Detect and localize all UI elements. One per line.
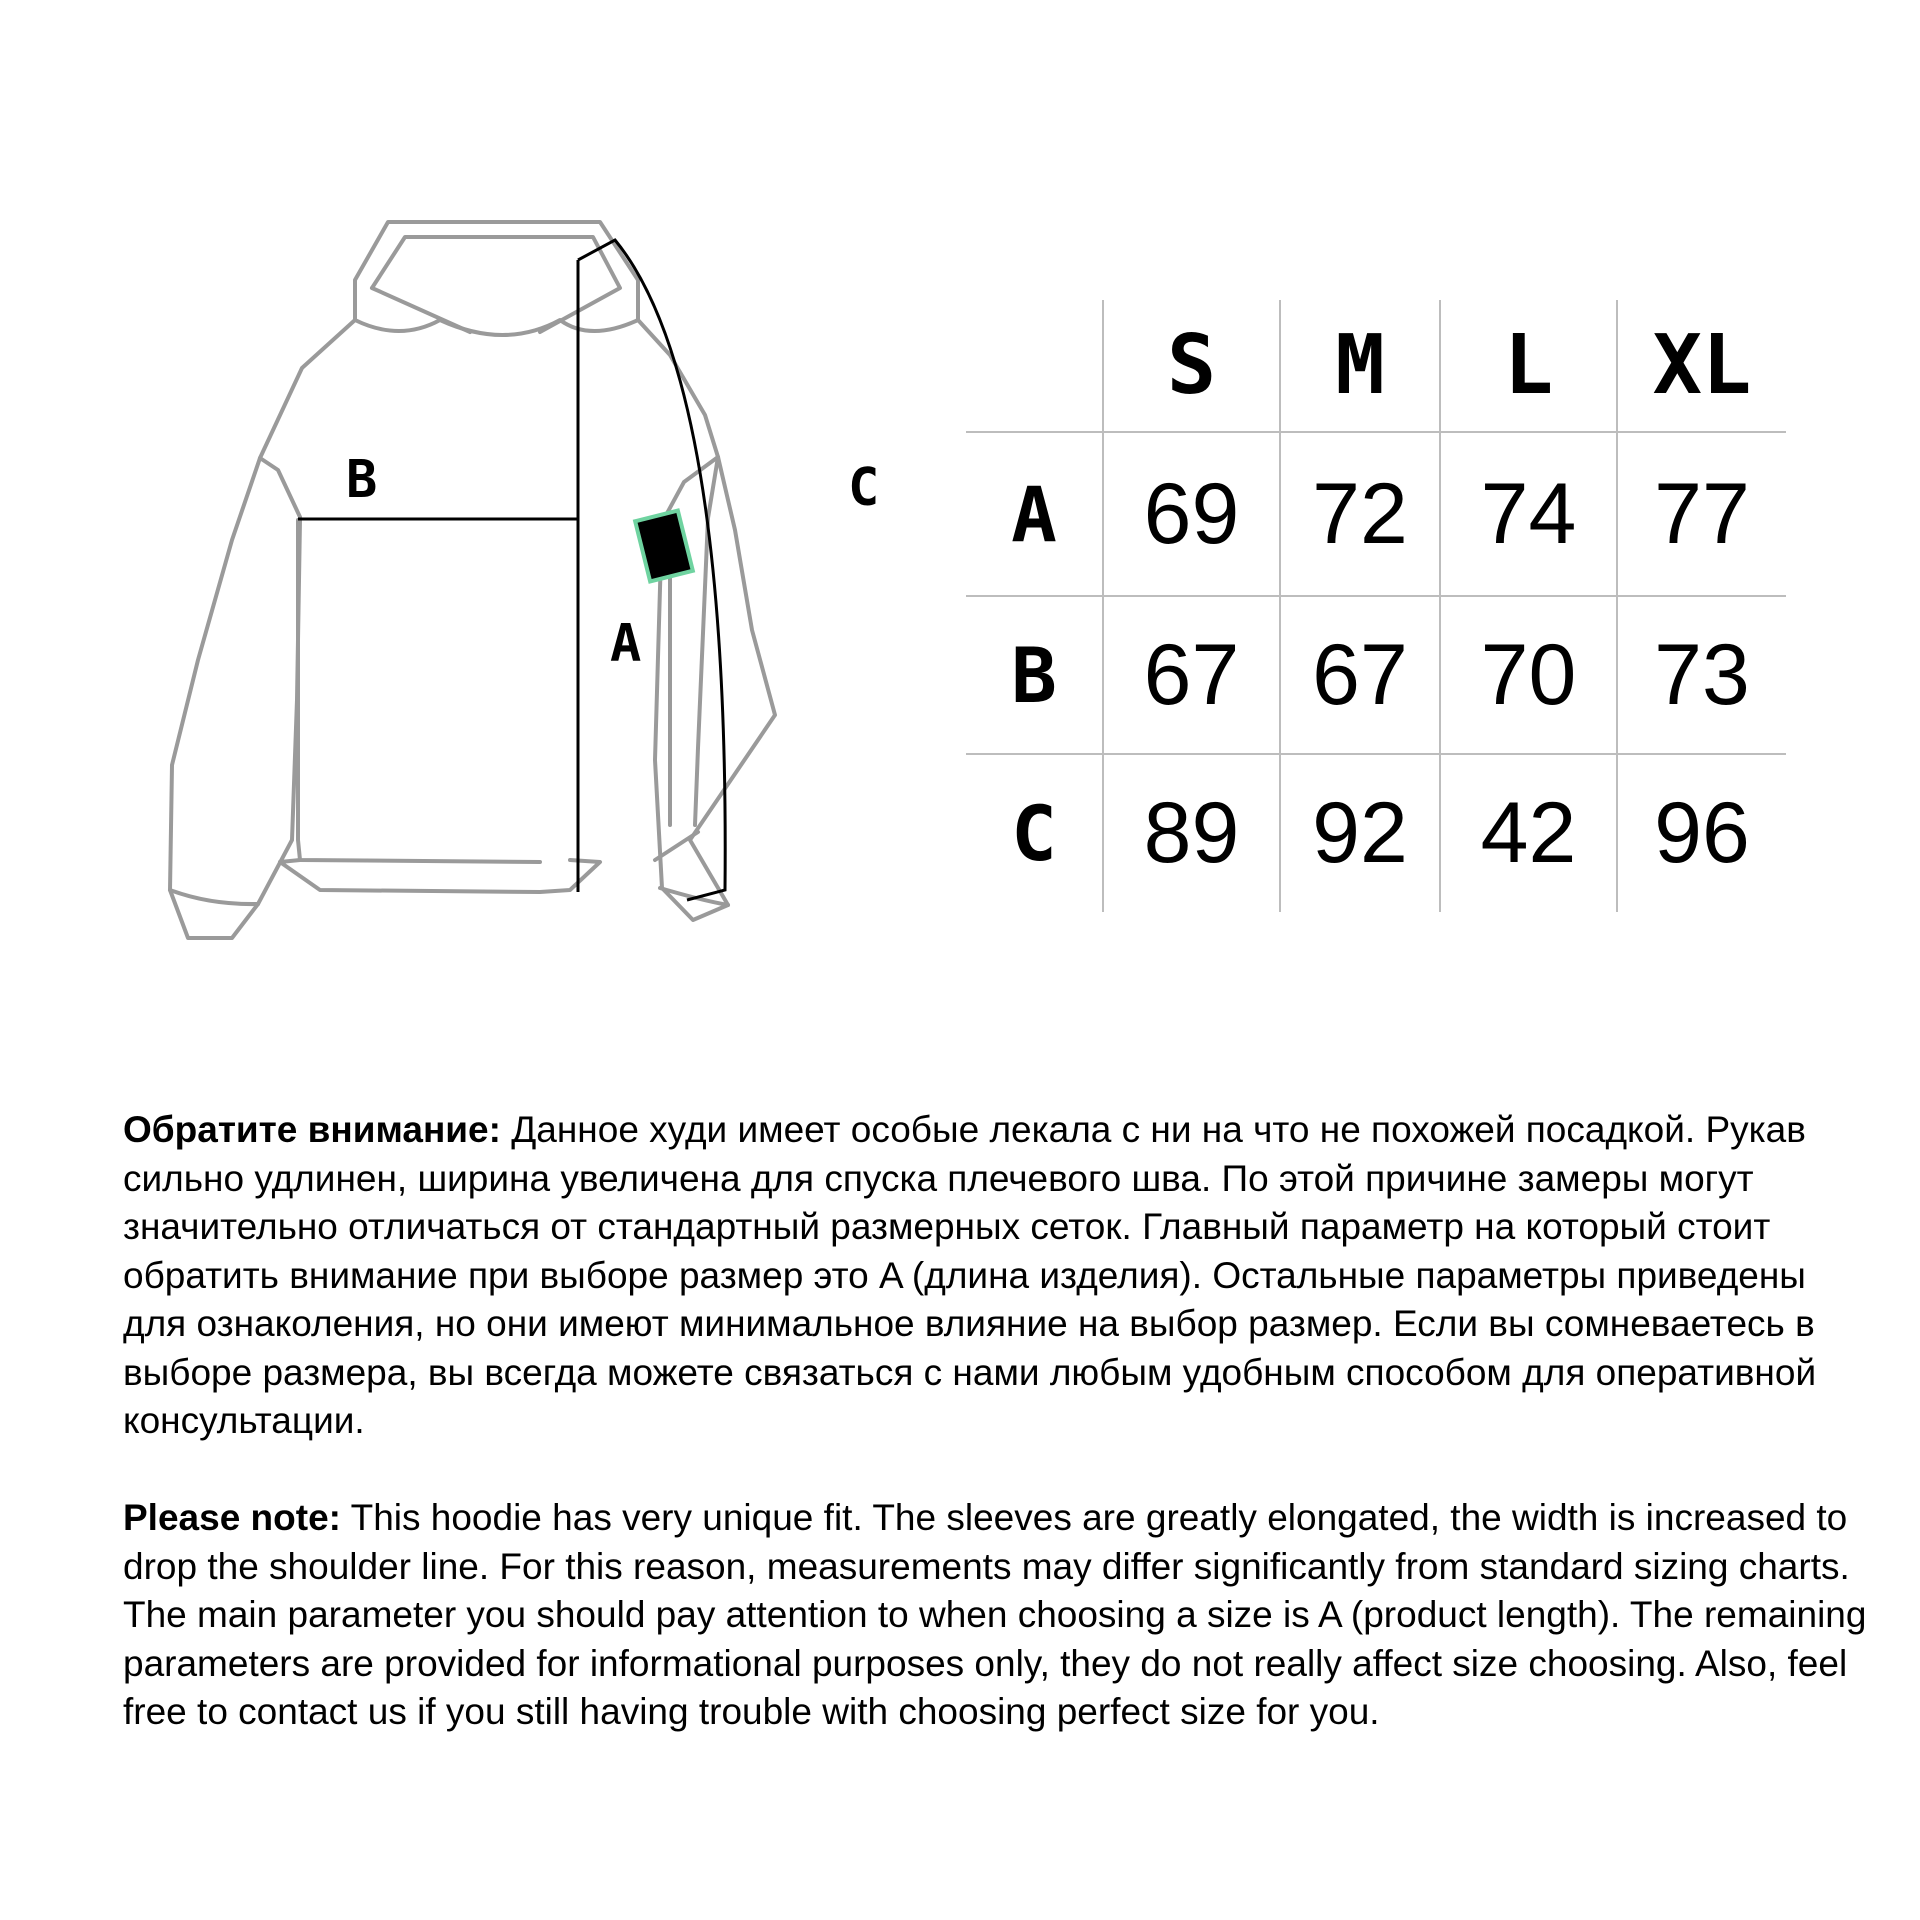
measure-label-b: B bbox=[346, 450, 380, 510]
table-cell: 73 bbox=[1654, 626, 1750, 723]
table-cell: 67 bbox=[1143, 626, 1240, 723]
size-header-xl: XL bbox=[1652, 318, 1752, 413]
body-left bbox=[170, 320, 355, 938]
sleeve-patch bbox=[635, 511, 693, 582]
table-cell: 67 bbox=[1312, 626, 1408, 723]
note-en-heading: Please note: bbox=[123, 1497, 341, 1538]
table-cell: 70 bbox=[1480, 626, 1577, 723]
waistband bbox=[280, 860, 600, 892]
hoodie-outline bbox=[150, 200, 910, 980]
table-cell: 92 bbox=[1312, 785, 1408, 881]
measure-label-a: A bbox=[610, 614, 644, 674]
table-cell: 96 bbox=[1654, 785, 1750, 881]
note-ru bbox=[123, 1106, 1873, 1446]
body-panel bbox=[298, 520, 540, 862]
note-ru-body: Данное худи имеет особые лекала с ни на что не похожей посадкой. Рукав сильно удлинен, ширина увеличена для спуска плечевого шва. По этой причине замеры могут значительно отличаться от стандартный размерных сеток. Главный параметр на который стоит обратить внимание при выборе размер это A (длина изделия). Остальные параметры приведены для ознаколения, но они имеют минимальное влияние на выбор размер. Если вы сомневаетесь в выборе размера, вы всегда можете связаться с нами любым удобным способом для оперативной консультации. bbox=[123, 1109, 1817, 1441]
measure-label-c: C bbox=[848, 458, 882, 518]
table-cell: 74 bbox=[1480, 465, 1577, 562]
hood-inner bbox=[372, 237, 620, 332]
size-header-m: M bbox=[1335, 318, 1385, 413]
table-cell: 42 bbox=[1480, 785, 1577, 881]
left-cuff bbox=[170, 890, 258, 904]
table-cell: 89 bbox=[1143, 785, 1240, 881]
note-en bbox=[123, 1494, 1873, 1737]
row-header-a: A bbox=[1011, 469, 1057, 559]
note-ru-heading: Обратите внимание: bbox=[123, 1109, 501, 1150]
row-header-b: B bbox=[1011, 630, 1057, 720]
note-en-body: This hoodie has very unique fit. The sleeves are greatly elongated, the width is increased to drop the shoulder line. For this reason, measurements may differ significantly from standard sizing charts. The main parameter you should pay attention to when choosing a size is A (product length). The remaining parameters are provided for informational purposes only, they do not really affect size choosing. Also, feel free to contact us if you still having trouble with choosing perfect size for you. bbox=[123, 1497, 1867, 1732]
size-header-l: L bbox=[1503, 318, 1554, 413]
hoodie-diagram bbox=[150, 200, 910, 980]
table-cell: 77 bbox=[1654, 465, 1750, 562]
table-cell: 72 bbox=[1312, 465, 1408, 562]
size-header-s: S bbox=[1166, 318, 1217, 413]
size-chart-table bbox=[966, 300, 1786, 912]
row-header-c: C bbox=[1011, 789, 1057, 878]
table-cell: 69 bbox=[1143, 465, 1240, 562]
